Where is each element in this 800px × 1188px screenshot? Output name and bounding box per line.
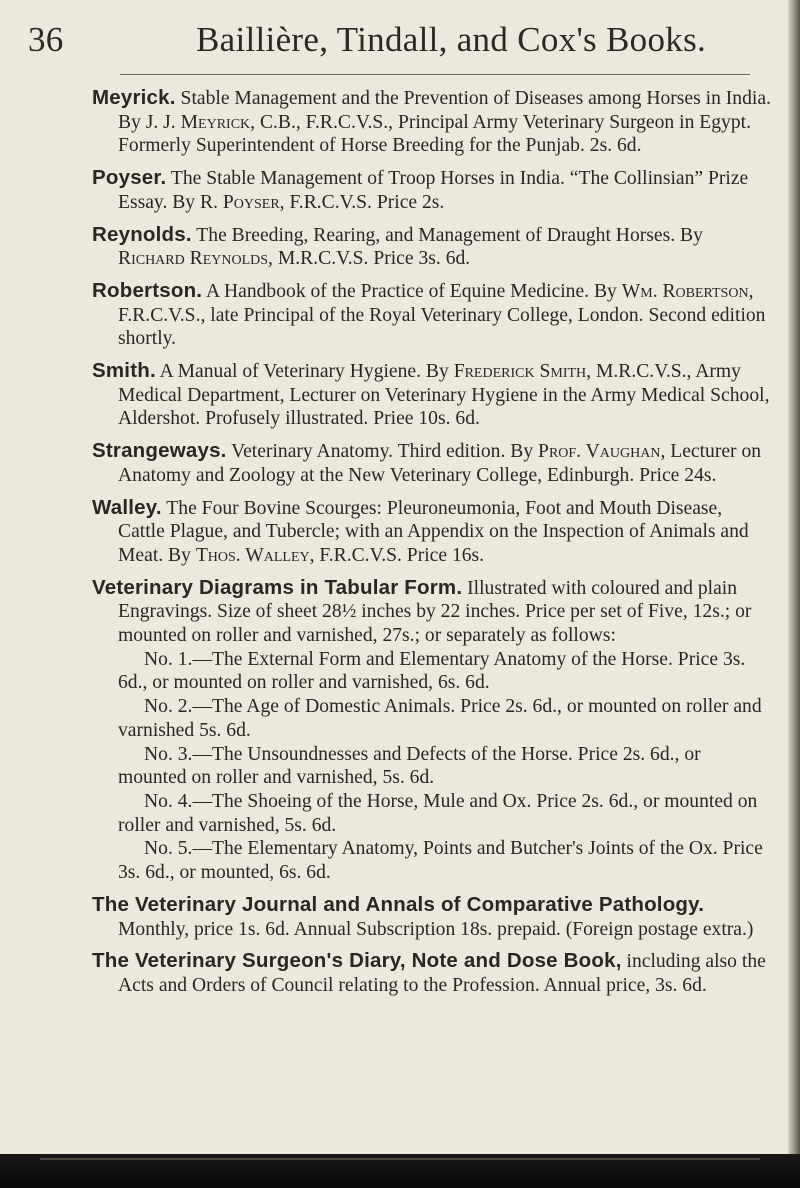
entry-author: Prof. Vaughan [538,441,661,463]
entry-text: Monthly, price 1s. 6d. Annual Subscription 18s. prepaid. (Foreign postage extra.) [118,918,754,940]
entry-text-rest: , M.R.C.V.S., Army Medical Department, Lecturer on Veterinary Hygiene in the Army Medical School, Aldershot. Profusely illustrated. Priee 10s. 6d. [118,361,770,430]
entry-text: The Stable Management of Troop Horses in India. “The Collinsian” Prize Essay. By R. [118,168,749,213]
diagram-item: No. 5.—The Elementary Anatomy, Points and Butcher's Joints of the Ox. Price 3s. 6d., or mounted, 6s. 6d. [118,838,763,884]
page-edge-shadow [788,0,800,1188]
entry-robertson [92,279,772,351]
entry-text: Illustrated with coloured and plain Engravings. Size of sheet 28½ inches by 22 inches. Price per set of Five, 12s.; or mounted on roller and varnished, 27s.; or separately as follows: [118,577,752,647]
entry-headword: Smith. [92,359,156,383]
entry-author: Meyrick [180,111,251,133]
diagram-item: No. 3.—The Unsoundnesses and Defects of the Horse. Price 2s. 6d., or mounted on roller and varnished, 5s. 6d. [118,743,701,789]
entry-meyrick [92,86,772,158]
entry-headword: Robertson. [92,278,203,302]
entry-text: Stable Management and the Prevention of Diseases among Horses in India. By J. J. [118,88,771,133]
catalogue-entries [92,86,772,1006]
entry-reynolds [92,223,772,271]
entry-veterinary-diagrams [92,576,772,885]
scan-streak [40,1158,760,1160]
entry-surgeons-diary [92,949,772,997]
entry-veterinary-journal [92,893,772,941]
diagram-list [118,648,772,885]
diagram-item: No. 4.—The Shoeing of the Horse, Mule and Ox. Price 2s. 6d., or mounted on roller and varnished, 5s. 6d. [118,790,758,836]
entry-text: including also the Acts and Orders of Council relating to the Profession. Annual price, 3s. 6d. [118,951,766,996]
scan-bottom-edge [0,1154,800,1188]
entry-author: Frederick Smith [453,361,587,383]
entry-text: The Four Bovine Scourges: Pleuroneumonia, Foot and Mouth Disease, Cattle Plague, and Tubercle; with an Appendix on the Inspection of Animals and Meat. By [118,497,749,566]
entry-text-rest: , C.B., F.R.C.V.S., Principal Army Veterinary Surgeon in Egypt. Formerly Superintendent of Horse Breeding for the Punjab. 2s. 6d. [118,111,751,157]
diagram-item: No. 2.—The Age of Domestic Animals. Price 2s. 6d., or mounted on roller and varnished 5s. 6d. [118,696,762,741]
entry-smith [92,359,772,431]
entry-text-rest: , Lecturer on Anatomy and Zoology at the New Veterinary College, Edinburgh. Price 24s. [118,441,762,486]
entry-headword: The Veterinary Surgeon's Diary, Note and Dose Book, [92,949,622,973]
entry-text-rest: , F.R.C.V.S. Price 16s. [309,544,485,566]
entry-walley [92,496,772,568]
running-head [0,20,800,60]
entry-author: Richard Reynolds [118,248,269,270]
entry-headword: Walley. [92,495,162,519]
entry-text-rest: , M.R.C.V.S. Price 3s. 6d. [268,248,471,270]
entry-text: A Manual of Veterinary Hygiene. By [155,361,454,383]
entry-text-rest: , F.R.C.V.S., late Principal of the Royal Veterinary College, London. Second edition shortly. [118,280,766,350]
entry-text: Veterinary Anatomy. Third edition. By [226,441,539,463]
entry-text: The Breeding, Rearing, and Management of Draught Horses. By [191,224,703,246]
header-rule [120,74,750,75]
entry-headword: Poyser. [92,166,167,190]
entry-headword: The Veterinary Journal and Annals of Comparative Pathology. [92,892,705,916]
diagram-item: No. 1.—The External Form and Elementary Anatomy of the Horse. Price 3s. 6d., or mounted on roller and varnished, 6s. 6d. [118,648,746,694]
entry-strangeways [92,439,772,487]
entry-headword: Reynolds. [92,222,192,246]
entry-text: A Handbook of the Practice of Equine Medicine. By [202,280,622,302]
entry-poyser [92,166,772,214]
running-title: Baillière, Tindall, and Cox's Books. [196,20,707,59]
entry-author: Thos. Walley [195,544,310,566]
entry-headword: Veterinary Diagrams in Tabular Form. [92,575,463,599]
entry-headword: Meyrick. [92,86,176,109]
entry-author: Wm. Robertson [621,280,749,302]
entry-text-rest: , F.R.C.V.S. Price 2s. [279,191,445,213]
page-number: 36 [28,20,64,59]
entry-headword: Strangeways. [92,439,227,463]
entry-author: Poyser [222,191,280,213]
